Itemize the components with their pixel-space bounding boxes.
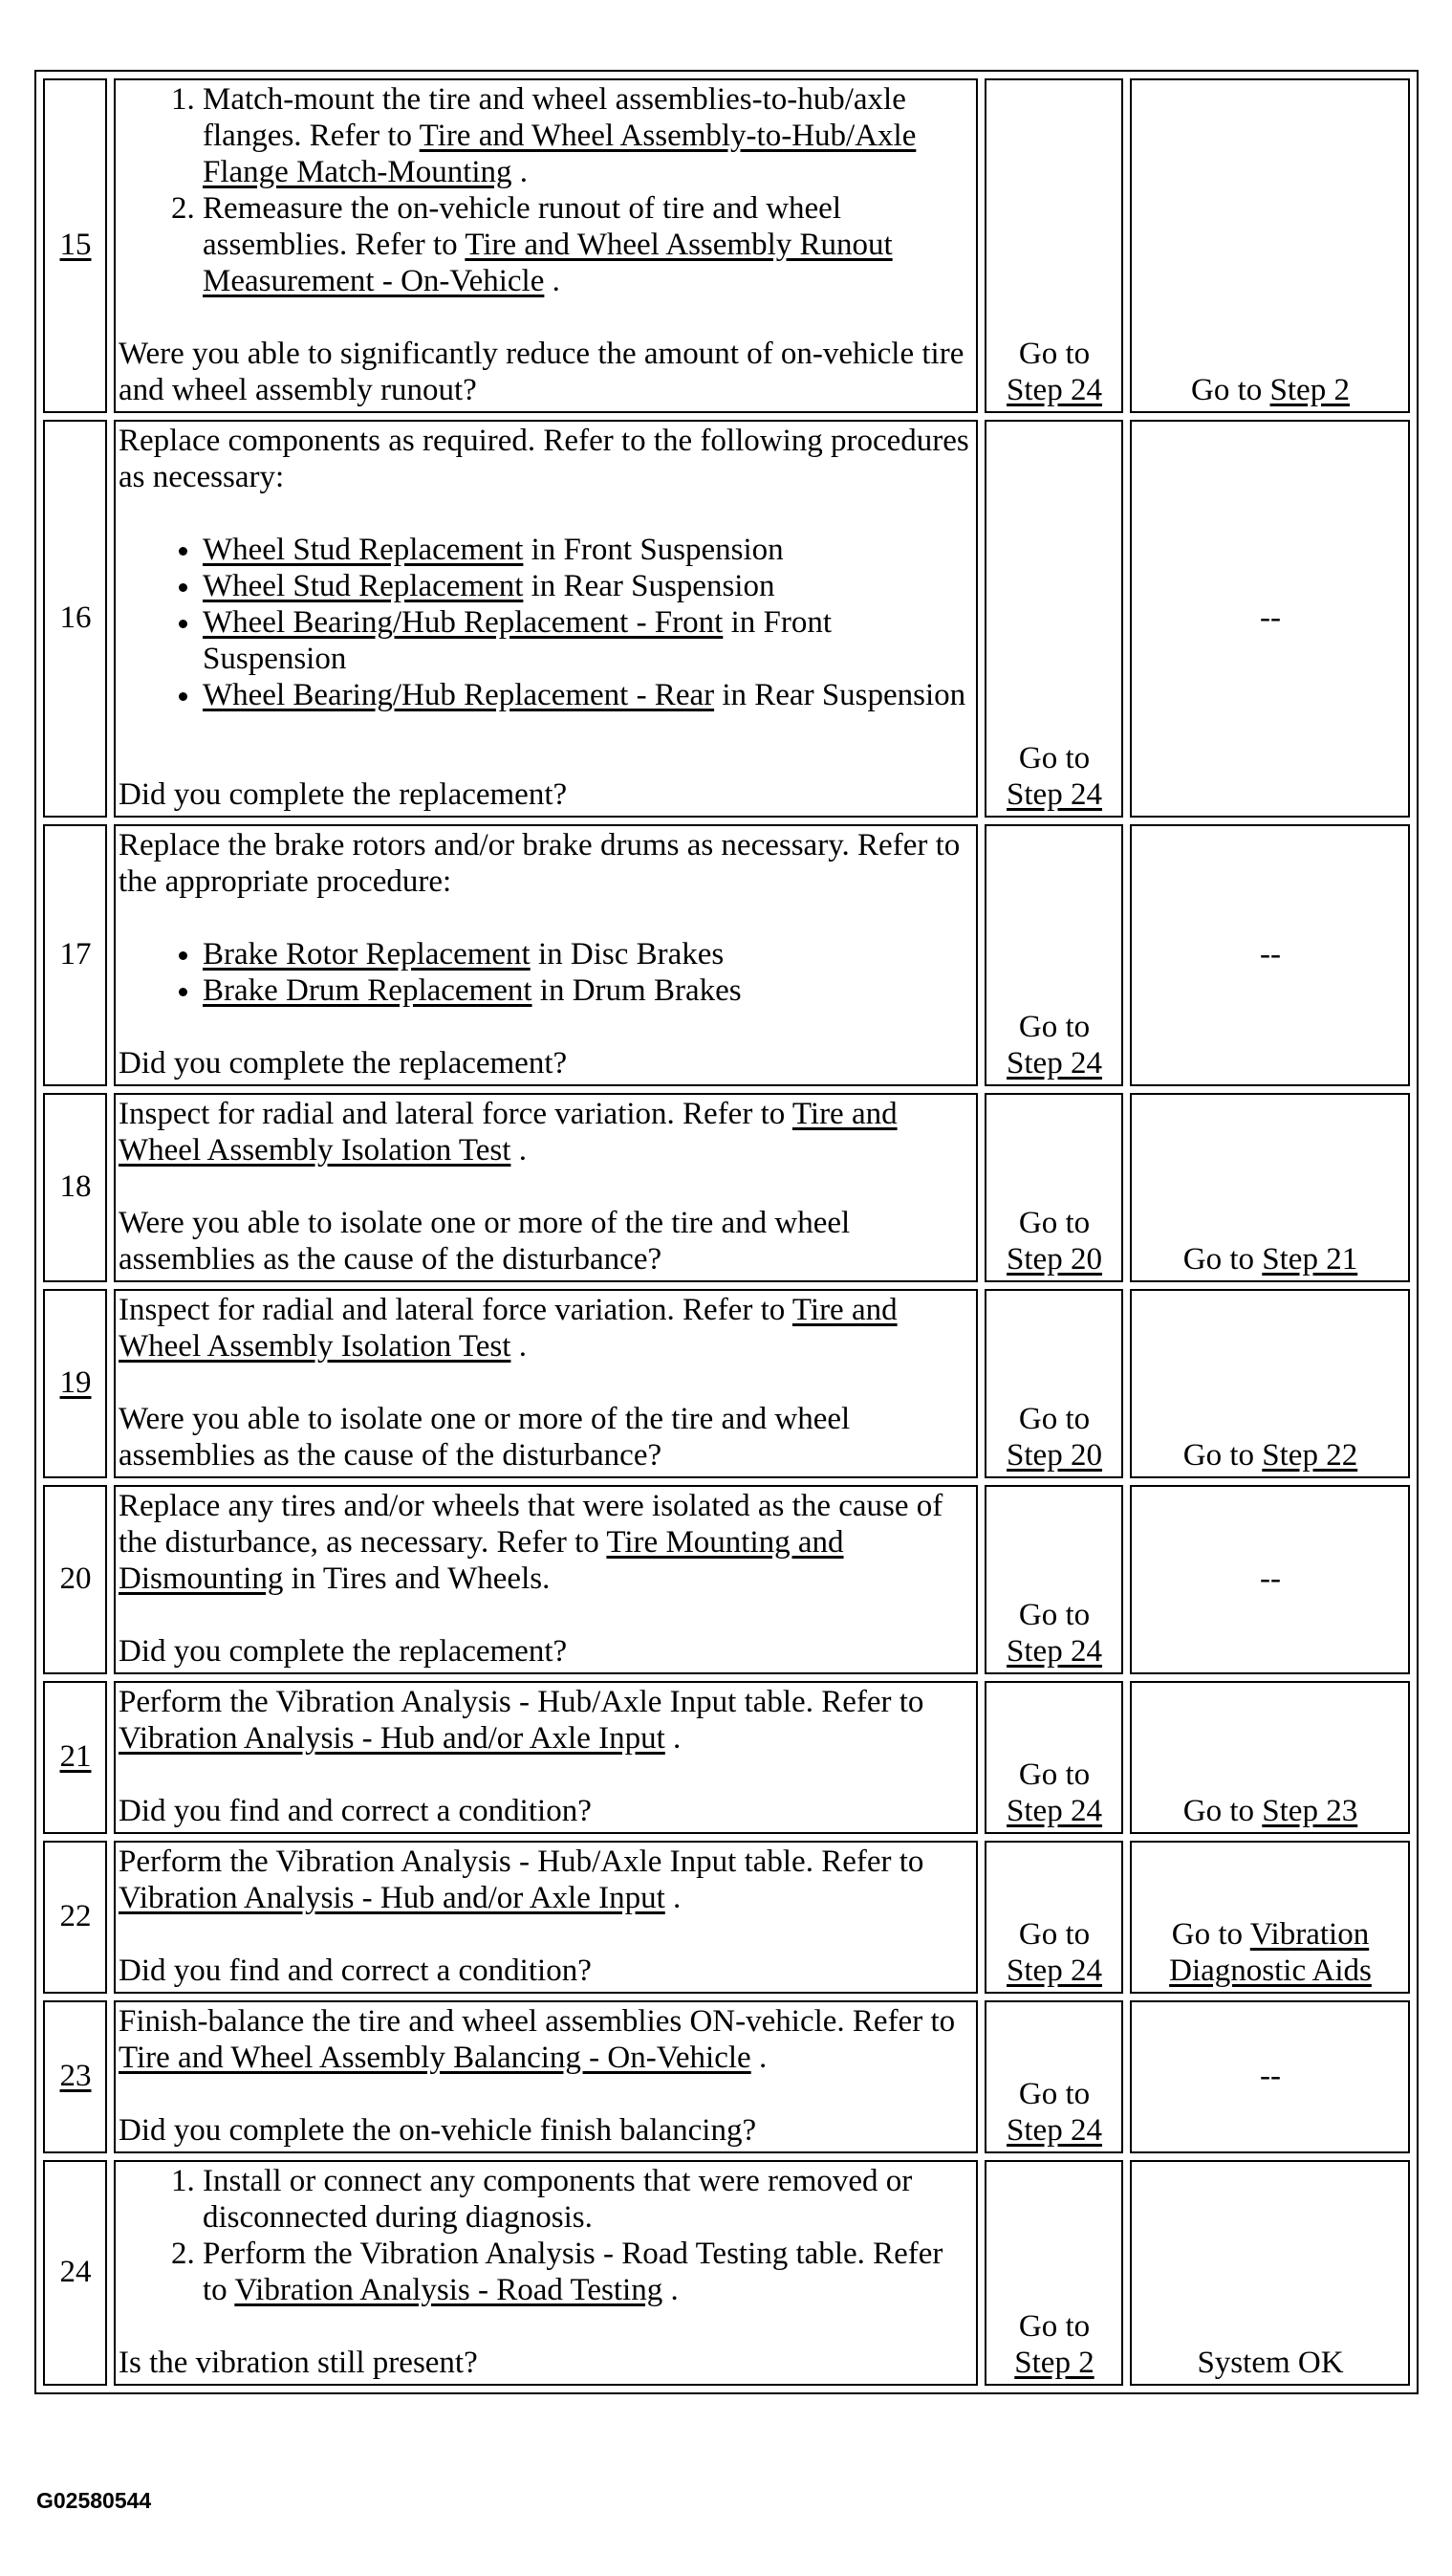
action-cell [114,1485,978,1674]
yes-cell [985,1485,1123,1674]
goto-prefix: Go to [1018,1598,1091,1632]
step-number-cell [43,2000,107,2153]
yes-cell [985,824,1123,1086]
procedure-link[interactable]: Brake Rotor Replacement [203,937,531,971]
text-segment: Perform the Vibration Analysis - Road Testing table. Refer to [203,2237,943,2307]
no-text: -- [1260,600,1281,635]
text-segment: in Tires and Wheels. [283,1561,551,1596]
action-intro: Replace components as required. Refer to the following procedures as necessary: [119,424,969,494]
numbered-list [119,81,974,299]
goto-prefix: Go to [1018,337,1091,371]
question-text: Did you find and correct a condition? [119,1794,592,1828]
action-paragraph [119,1684,974,1757]
action-cell [114,1841,978,1994]
text-segment: . [750,2041,768,2075]
step-number: 18 [59,1169,92,1204]
procedure-link[interactable]: Tire and Wheel Assembly Runout Measurement - On-Vehicle [203,228,893,298]
question-text: Did you complete the replacement? [119,777,568,812]
step-link[interactable]: Step 24 [1007,1634,1102,1669]
step-number: 24 [59,2255,92,2289]
table-row [43,2000,1410,2153]
table-row [43,78,1410,413]
action-cell [114,78,978,413]
procedure-link[interactable]: Brake Drum Replacement [203,973,532,1008]
action-cell [114,824,978,1086]
text-segment: in Rear Suspension [523,569,775,603]
action-intro: Replace the brake rotors and/or brake drums as necessary. Refer to the appropriate procedure: [119,828,961,899]
action-paragraph [119,1844,974,1916]
list-item [203,532,974,568]
step-number-cell [43,824,107,1086]
action-paragraph [119,1096,974,1168]
procedure-link[interactable]: Tire and Wheel Assembly Balancing - On-Vehicle [119,2041,751,2075]
procedure-link[interactable]: Vibration Analysis - Road Testing [234,2273,663,2307]
goto-prefix: Go to [1018,1010,1091,1044]
yes-cell [985,1841,1123,1994]
diagnostic-steps-table [34,70,1419,2394]
step-link[interactable]: Step 23 [1262,1794,1358,1828]
list-item [203,568,974,604]
action-paragraph [119,2003,974,2076]
step-number-link[interactable]: 21 [59,1739,92,1774]
no-cell [1130,78,1410,413]
text-segment: Finish-balance the tire and wheel assemblies ON-vehicle. Refer to [119,2004,956,2039]
step-link[interactable]: Step 24 [1007,1046,1102,1081]
text-segment: . [510,1133,527,1168]
step-number: 16 [59,600,92,635]
no-text: -- [1260,937,1281,971]
text-segment: Replace any tires and/or wheels that were isolated as the cause of the disturbance, as necessary. Refer to [119,1489,943,1560]
yes-cell [985,2000,1123,2153]
procedure-link[interactable]: Tire Mounting and Dismounting [119,1525,844,1596]
no-cell [1130,1289,1410,1478]
goto-prefix: Go to [1018,2309,1091,2344]
procedure-link[interactable]: Vibration Analysis - Hub and/or Axle Input [119,1881,665,1915]
step-number-link[interactable]: 19 [59,1365,92,1400]
text-segment: in Disc Brakes [530,937,725,971]
goto-prefix: Go to [1182,1438,1263,1473]
step-link[interactable]: Step 20 [1007,1438,1102,1473]
procedure-link[interactable]: Wheel Bearing/Hub Replacement - Front [203,605,724,640]
bullet-list [119,936,974,1009]
yes-cell [985,1093,1123,1282]
no-text: -- [1260,1561,1281,1596]
step-link[interactable]: Step 24 [1007,777,1102,812]
list-item [203,190,974,299]
step-link[interactable]: Step 2 [1014,2346,1094,2380]
list-item [203,972,974,1009]
procedure-link[interactable]: Tire and Wheel Assembly-to-Hub/Axle Flange Match-Mounting [203,119,917,189]
no-cell [1130,420,1410,818]
action-cell [114,1289,978,1478]
no-cell [1130,1841,1410,1994]
procedure-link[interactable]: Wheel Bearing/Hub Replacement - Rear [203,678,715,712]
step-link[interactable]: Step 20 [1007,1242,1102,1277]
question-text: Were you able to significantly reduce the amount of on-vehicle tire and wheel assembly runout? [119,337,964,407]
list-item [203,2236,974,2308]
yes-cell [985,1289,1123,1478]
step-number-cell [43,2160,107,2386]
figure-id: G02580544 [36,2488,152,2513]
yes-cell [985,2160,1123,2386]
procedure-link[interactable]: Wheel Stud Replacement [203,533,524,567]
goto-prefix: Go to [1018,741,1091,775]
goto-prefix: Go to [1018,1402,1091,1436]
question-text: Did you find and correct a condition? [119,1954,592,1988]
text-segment: . [510,1329,527,1364]
text-segment: . [544,264,560,298]
step-link[interactable]: Step 24 [1007,373,1102,407]
step-number-cell [43,1841,107,1994]
no-cell [1130,1681,1410,1834]
table-row [43,1681,1410,1834]
procedure-link[interactable]: Vibration Analysis - Hub and/or Axle Input [119,1721,665,1756]
text-segment: Perform the Vibration Analysis - Hub/Axle Input table. Refer to [119,1685,924,1719]
goto-prefix: Go to [1018,1206,1091,1240]
no-cell [1130,1485,1410,1674]
no-text: -- [1260,2059,1281,2093]
goto-prefix: Go to [1182,1242,1263,1277]
step-number-cell [43,1093,107,1282]
no-cell [1130,2000,1410,2153]
goto-prefix: Go to [1018,1917,1091,1952]
no-cell [1130,824,1410,1086]
yes-cell [985,1681,1123,1834]
list-item [203,677,974,713]
numbered-list [119,2163,974,2308]
table-row [43,1485,1410,1674]
step-number-cell [43,78,107,413]
step-link[interactable]: Step 2 [1269,373,1350,407]
diagnostic-table-container [34,70,1419,2394]
action-paragraph [119,1292,974,1364]
yes-cell [985,420,1123,818]
no-text: System OK [1197,2346,1344,2380]
step-number-cell [43,1681,107,1834]
text-segment: Install or connect any components that were removed or disconnected during diagnosis. [203,2164,913,2235]
action-cell [114,2160,978,2386]
step-link[interactable]: Step 24 [1007,1794,1102,1828]
yes-cell [985,78,1123,413]
text-segment: Perform the Vibration Analysis - Hub/Axle Input table. Refer to [119,1845,924,1879]
step-link[interactable]: Step 22 [1262,1438,1358,1473]
list-item [203,936,974,972]
text-segment: . [664,1881,682,1915]
no-cell [1130,1093,1410,1282]
table-body [43,78,1410,2386]
text-segment: Inspect for radial and lateral force variation. Refer to [119,1097,792,1131]
text-segment: in Rear Suspension [714,678,966,712]
question-text: Were you able to isolate one or more of the tire and wheel assemblies as the cause of the disturbance? [119,1206,851,1277]
step-number-link[interactable]: 15 [59,228,92,262]
step-link[interactable]: Vibration Diagnostic Aids [1169,1917,1372,1988]
goto-prefix: Go to [1018,2077,1091,2111]
step-link[interactable]: Step 24 [1007,1954,1102,1988]
question-text: Is the vibration still present? [119,2346,478,2380]
text-segment: in Drum Brakes [531,973,742,1008]
goto-prefix: Go to [1182,1794,1263,1828]
table-row [43,1093,1410,1282]
text-segment: . [511,155,529,189]
text-segment: Match-mount the tire and wheel assemblies-to-hub/axle flanges. Refer to [203,82,906,153]
text-segment: in Front Suspension [523,533,784,567]
procedure-link[interactable]: Wheel Stud Replacement [203,569,524,603]
bullet-list [119,532,974,713]
question-text: Did you complete the replacement? [119,1046,568,1081]
action-paragraph [119,1488,974,1597]
text-segment: . [662,2273,679,2307]
table-row [43,1841,1410,1994]
list-item [203,2163,974,2236]
goto-prefix: Go to [1018,1757,1091,1792]
procedure-link[interactable]: Tire and Wheel Assembly Isolation Test [119,1293,898,1364]
step-link[interactable]: Step 21 [1262,1242,1358,1277]
table-row [43,420,1410,818]
text-segment: Remeasure the on-vehicle runout of tire and wheel assemblies. Refer to [203,191,841,262]
action-cell [114,420,978,818]
step-number-cell [43,1485,107,1674]
procedure-link[interactable]: Tire and Wheel Assembly Isolation Test [119,1097,898,1168]
step-number: 22 [59,1899,92,1933]
table-row [43,1289,1410,1478]
question-text: Were you able to isolate one or more of the tire and wheel assemblies as the cause of the disturbance? [119,1402,851,1473]
goto-prefix: Go to [1171,1917,1250,1952]
question-text: Did you complete the on-vehicle finish balancing? [119,2113,757,2148]
step-link[interactable]: Step 24 [1007,2113,1102,2148]
question-text: Did you complete the replacement? [119,1634,568,1669]
action-cell [114,1093,978,1282]
no-cell [1130,2160,1410,2386]
step-number: 17 [59,937,92,971]
table-row [43,824,1410,1086]
action-cell [114,2000,978,2153]
step-number: 20 [59,1561,92,1596]
step-number-cell [43,420,107,818]
goto-prefix: Go to [1191,373,1270,407]
text-segment: Inspect for radial and lateral force variation. Refer to [119,1293,792,1327]
table-row [43,2160,1410,2386]
step-number-link[interactable]: 23 [59,2059,92,2093]
list-item [203,81,974,190]
list-item [203,604,974,677]
text-segment: in Front Suspension [203,605,833,676]
step-number-cell [43,1289,107,1478]
text-segment: . [664,1721,682,1756]
action-cell [114,1681,978,1834]
